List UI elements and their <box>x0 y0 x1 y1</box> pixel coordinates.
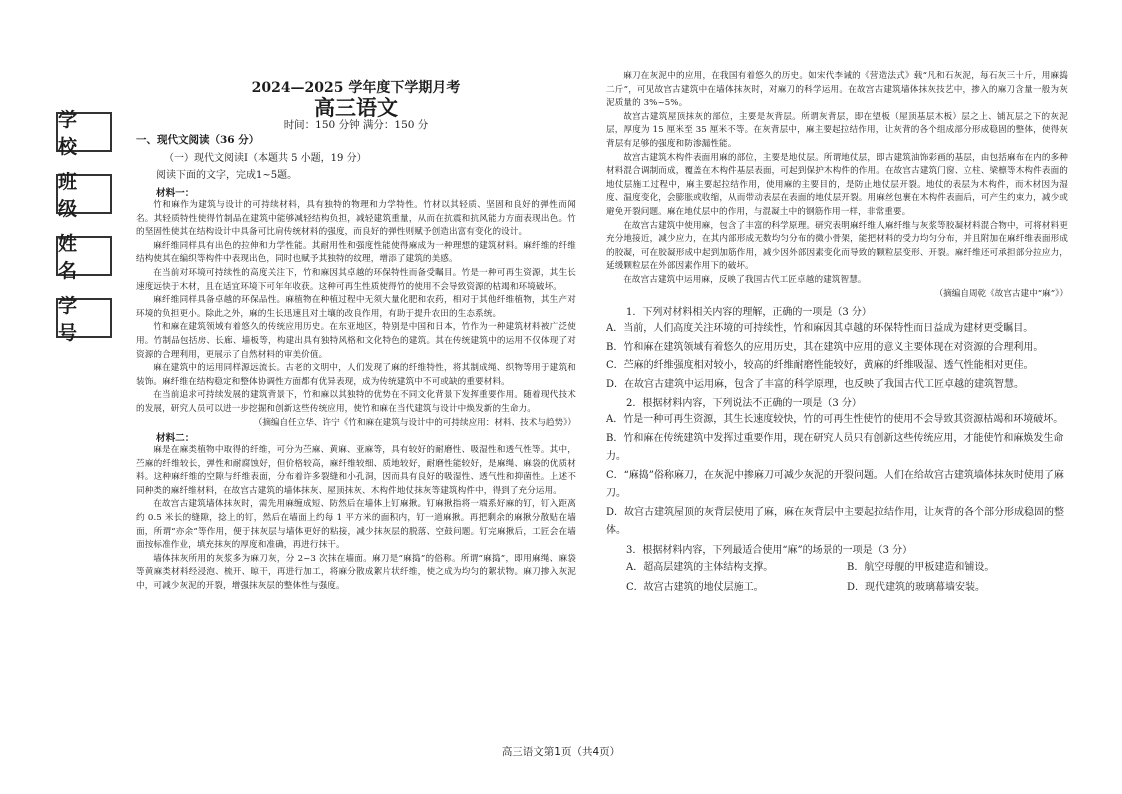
material1-para: 麻纤维同样具有出色的拉伸和力学性能。其耐用性和强度性能使得麻成为一种理想的建筑材料。麻纤维的纤维结构使其在编织等构件中表现出色，同时也赋予其独特的纹理，增添了建筑的美感。 <box>136 240 576 265</box>
material2-label: 材料二： <box>156 433 195 445</box>
material1-para: 竹和麻作为建筑与设计的可持续材料，具有独特的物理和力学特性。竹材以其轻质、坚固和良好的弹性而闻名。其轻质特性使得竹制品在建筑中能够减轻结构负担，减轻建筑重量，从而在抗震和抗风能力方面表现出色。竹的坚固性使其在结构设计中具备可比肩传统材料的强度，而良好的弹性则赋予创造出富有变化的设计。 <box>136 200 576 238</box>
material2-para: 在故宫古建筑墙体抹灰时，需先用麻缠成短、防然后在墙体上钉麻揪。钉麻揪指将一端系好麻的钉，钉入距离约 0.5 米长的缝隙，捻上的钉，然后在墙面上约每 1 平方米的面积内，钉一道麻揪。再把剩余的麻揪分散贴在墙面，所谓“亦余”等作用，便于抹灰层与墙体更好的粘接，减少抹灰层的脱落、空鼓问题。钉完麻揪后，工匠会在墙面按标准作业，填充抹灰的厚度和准确，再进行抹干。 <box>136 499 576 551</box>
material1-source: （摘编自任立华、许宁《竹和麻在建筑与设计中的可持续应用：材料、技术与趋势》） <box>253 417 576 428</box>
right-column <box>606 70 1068 598</box>
question-2-option-d: D．故宫古建筑屋顶的灰背层使用了麻，麻在灰背层中主要起拉结作用，让灰背的各个部分形成稳固的整体。 <box>606 506 1065 537</box>
question-2 <box>606 396 1068 541</box>
left-column <box>136 132 576 594</box>
instruction: 阅读下面的文字，完成1~5题。 <box>156 170 298 181</box>
seal-class-label: 班 级 <box>58 171 82 220</box>
exam-subject: 高三语文 <box>314 95 398 120</box>
material1-para: 麻纤维同样具备卓越的环保品性。麻植物在种植过程中无须大量化肥和农药，相对于其他纤维植物，其生产对环境的负担更小。除此之外，麻的生长迅速且对土壤的改良作用，有助于提升农田的生态系统。 <box>136 295 576 319</box>
material2-para: 故宫古建筑木构件表面用麻的部位，主要是地仗层。所谓地仗层，即古建筑油饰彩画的基层，由包括麻布在内的多种材料混合调制而成，覆盖在木构件基层表面，可起到保护木构件的作用。在故宫古建筑门窗、立柱、梁檩等木构件表面的地仗层施工过程中，麻主要起拉结作用，使用麻的主要目的，是防止地仗层开裂。地仗的表层为木构件，而木材因为湿度、温度变化，会膨胀或收缩，从而带动表层在表面的地仗层开裂。用麻丝包裹在木构件表面后，可产生约束力，减少或避免开裂问题。麻在地仗层中的作用，与混凝土中的钢筋作用一样，非常重要。 <box>606 152 1068 217</box>
question-3 <box>606 543 1068 598</box>
material2-source: （摘编自周乾《故宫古建中“麻”》） <box>934 288 1068 299</box>
material2-para: 在故宫古建筑中使用麻，包含了丰富的科学原理。研究表明麻纤维人麻纤维与灰浆等胶凝材料混合物中，可将材料更充分地接近，减少应力，在其内部形成无数均匀分布的微小骨架，能把材料的受力均匀分布，并且附加在麻纤维表面形成的胶凝，可在胶凝形成中起到加筋作用，减少因外部因素变化而导致的颗粒层变形、开裂。麻纤维还可承担部分拉应力，延缓颗粒层在外部因素作用下的破坏。 <box>606 220 1068 272</box>
exam-year-title: 2024—2025 学年度下学期月考 <box>251 80 461 96</box>
binding-seal <box>56 109 112 360</box>
question-3-option-a: A．超高层建筑的主体结构支撑。 <box>626 561 774 573</box>
question-2-option-a: A．竹是一种可再生资源，其生长速度较快，竹的可再生性使竹的使用不会导致其资源枯竭和环境破坏。 <box>606 414 1064 426</box>
question-1 <box>606 305 1068 394</box>
seal-name <box>56 233 112 282</box>
question-3-option-b: B．航空母舰的甲板建造和铺设。 <box>847 561 995 573</box>
material2-para: 墙体抹灰所用的灰浆多为麻刀灰，分 2~3 次抹在墙面。麻刀是“麻捣”的俗称。所谓“麻捣”，即用麻绳、麻袋等黄麻类材料经浸泡、梳开、晾干，再进行加工，将麻分散成絮片状纤维，使之成为均匀的絮状物。麻刀掺入灰泥中，可减少灰泥的开裂，增强抹灰层的整体性与强度。 <box>136 553 576 592</box>
seal-school <box>56 109 112 158</box>
material1-para: 在当前对环境可持续性的高度关注下，竹和麻因其卓越的环保特性而备受瞩目。竹是一种可再生资源，其生长速度远快于木材，且在适宜环境下可年年收获。这种可再生性质使得竹的使用不会导致资源的枯竭和环境破坏。 <box>136 267 576 292</box>
material1-para: 在当前追求可持续发展的建筑背景下，竹和麻以其独特的优势在不同文化背景下发挥重要作用。随着现代技术的发展，研究人员可以进一步挖掘和创新这些传统应用，使竹和麻在当代建筑与设计中焕发新的生命力。 <box>136 390 576 414</box>
question-2-stem: 2．根据材料内容，下列说法不正确的一项是（3 分） <box>626 398 862 410</box>
reading1-title: （一）现代文阅读Ⅰ（本题共 5 小题，19 分） <box>164 153 367 164</box>
material1-para: 麻在建筑中的运用同样源远流长。古老的文明中，人们发现了麻的纤维特性，将其制成绳、织物等用于建筑和装饰。麻纤维在结构稳定和整体协调性方面都有优异表现，成为传统建筑中不可或缺的重要材料。 <box>136 363 576 387</box>
seal-school-label: 学 校 <box>58 109 82 158</box>
question-1-option-c: C．苎麻的纤维强度相对较小，较高的纤维耐磨性能较好，黄麻的纤维吸湿、透气性能相对更佳。 <box>606 360 1034 372</box>
material1-para: 竹和麻在建筑领域有着悠久的传统应用历史。在东亚地区，特别是中国和日本，竹作为一种建筑材料被广泛使用。竹制品包括房、长廊、墙板等，构建出具有独特风格和文化特色的建筑。其在传统建筑中的运用不仅体现了对资源的合理利用，更展示了自然材料的审美价值。 <box>136 322 576 360</box>
question-3-option-c: C．故宫古建筑的地仗层施工。 <box>626 581 764 593</box>
material1-label: 材料一： <box>156 188 195 199</box>
page-footer: 高三语文第1页（共4页） <box>501 746 621 758</box>
question-2-option-c: C．“麻捣”俗称麻刀，在灰泥中掺麻刀可减少灰泥的开裂问题。人们在给故宫古建筑墙体抹灰时使用了麻刀。 <box>606 469 1064 500</box>
seal-number <box>56 295 112 344</box>
question-3-options <box>606 558 1068 598</box>
material2-para: 在故宫古建筑中运用麻，反映了我国古代工匠卓越的建筑智慧。 <box>623 274 867 285</box>
question-3-option-d: D．现代建筑的玻璃幕墙安装。 <box>847 581 986 593</box>
question-2-option-b: B．竹和麻在传统建筑中发挥过重要作用，现在研究人员只有创新这些传统应用，才能使竹和麻焕发生命力。 <box>606 432 1064 463</box>
seal-name-label: 姓 名 <box>58 233 82 282</box>
material2-para: 麻是在麻类植物中取得的纤维，可分为苎麻、黄麻、亚麻等，具有较好的耐磨性、吸湿性和透气性等。其中，苎麻的纤维较长，弹性和耐腐蚀好，但价格较高，麻纤维较细、质地较好，耐磨性能较好，是麻绳、麻袋的优质材料。这种麻纤维的空隙与纤维表面，分布着许多裂缝和小孔洞，因而具有良好的吸湿性、透气性和抑菌性。上述不同种类的麻纤维材料，在故宫古建筑的墙体抹灰、屋顶抹灰、木构件地仗抹灰等建筑构件中，得到了充分运用。 <box>136 445 576 496</box>
question-1-stem: 1．下列对材料相关内容的理解，正确的一项是（3 分） <box>626 307 872 319</box>
exam-meta: 时间：150 分钟 满分：150 分 <box>283 119 429 131</box>
material2-para: 麻刀在灰泥中的应用，在我国有着悠久的历史。如宋代李诫的《营造法式》载“凡和石灰泥，每石灰三十斤，用麻捣二斤”，可见故宫古建筑中在墙体抹灰时，对麻刀的科学运用。在故宫古建筑墙体抹灰技艺中，掺入的麻刀含量一般为灰泥质量的 3%~5%。 <box>606 71 1068 109</box>
seal-number-label: 学 号 <box>58 295 82 344</box>
seal-class <box>56 171 112 220</box>
question-1-option-d: D．在故宫古建筑中运用麻，包含了丰富的科学原理，也反映了我国古代工匠卓越的建筑智慧。 <box>606 378 1025 390</box>
material2-para: 故宫古建筑屋顶抹灰的部位，主要是灰背层。所谓灰背层，即在望板（屋顶基层木板）层之上、铺瓦层之下的灰泥层，厚度为 15 厘米至 35 厘米不等。在灰背层中，麻主要起拉结作用，让灰背的各个组成部分形成稳固的整体，使得灰背层有足够的强度和防渗漏性能。 <box>606 111 1068 149</box>
question-3-stem: 3．根据材料内容，下列最适合使用“麻”的场景的一项是（3 分） <box>626 544 913 556</box>
question-1-option-b: B．竹和麻在建筑领域有着悠久的应用历史，其在建筑中应用的意义主要体现在对资源的合理利用。 <box>606 341 1044 353</box>
question-1-option-a: A．当前，人们高度关注环境的可持续性，竹和麻因其卓越的环保特性而日益成为建材更受瞩目。 <box>606 323 1034 335</box>
section-title: 一、现代文阅读（36 分） <box>136 134 260 146</box>
